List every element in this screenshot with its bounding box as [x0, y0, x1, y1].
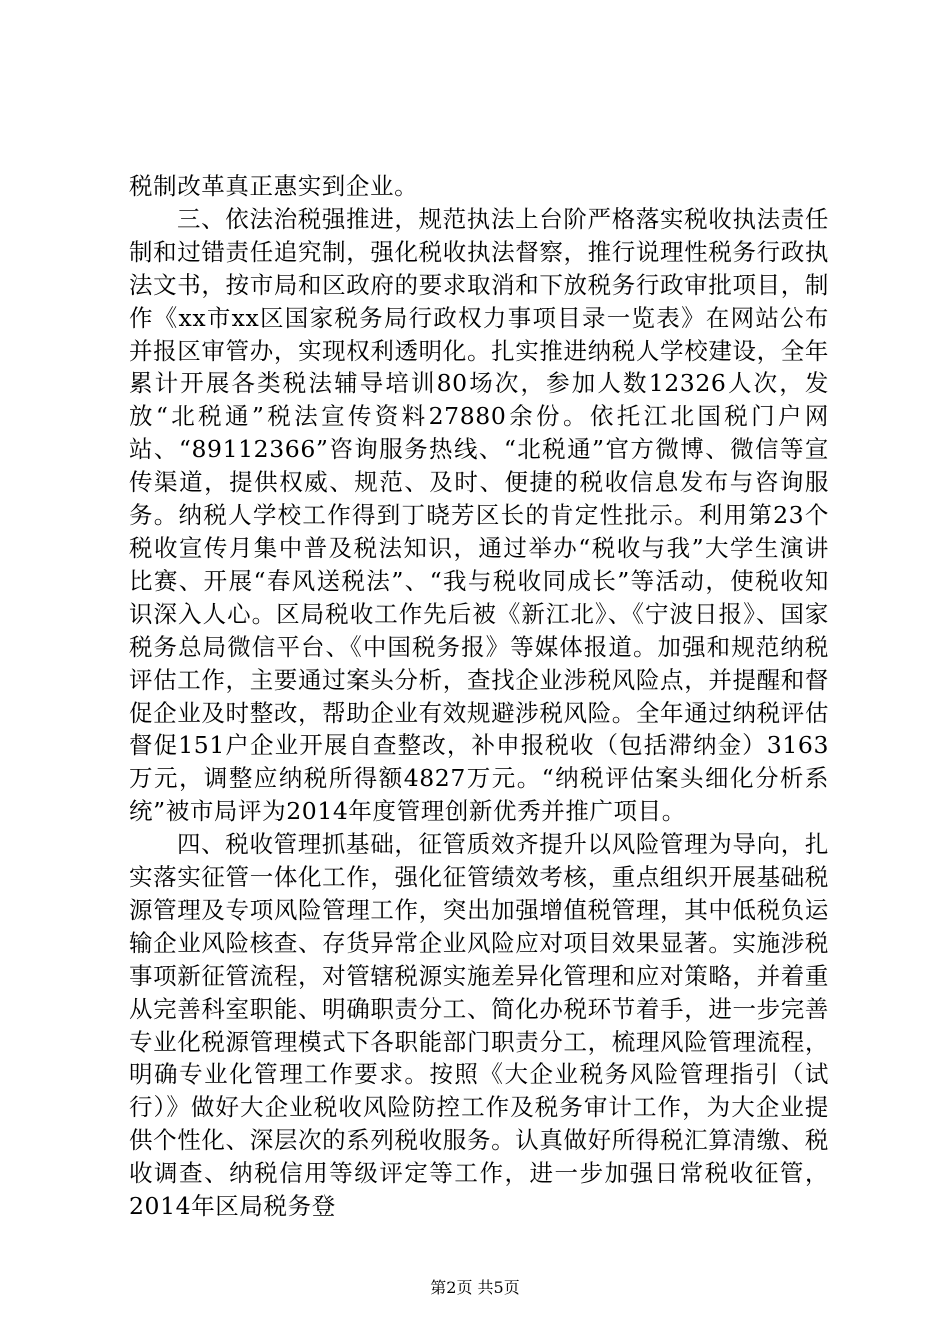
- paragraph-section-three: 三、依法治税强推进，规范执法上台阶严格落实税收执法责任制和过错责任追究制，强化税收执法督察，推行说理性税务行政执法文书，按市局和区政府的要求取消和下放税务行政审批项目，制作《xx市xx区国家税务局行政权力事项目录一览表》在网站公布并报区审管办，实现权利透明化。扎实推进纳税人学校建设，全年累计开展各类税法辅导培训80场次，参加人数12326人次，发放“北税通”税法宣传资料27880余份。依托江北国税门户网站、“89112366”咨询服务热线、“北税通”官方微博、微信等宣传渠道，提供权威、规范、及时、便捷的税收信息发布与咨询服务。纳税人学校工作得到丁晓芳区长的肯定性批示。利用第23个税收宣传月集中普及税法知识，通过举办“税收与我”大学生演讲比赛、开展“春风送税法”、“我与税收同成长”等活动，使税收知识深入人心。区局税收工作先后被《新江北》、《宁波日报》、国家税务总局微信平台、《中国税务报》等媒体报道。加强和规范纳税评估工作，主要通过案头分析，查找企业涉税风险点，并提醒和督促企业及时整改，帮助企业有效规避涉税风险。全年通过纳税评估督促151户企业开展自查整改，补申报税收（包括滞纳金）3163万元，调整应纳税所得额4827万元。“纳税评估案头细化分析系统”被市局评为2014年度管理创新优秀并推广项目。: [129, 204, 829, 826]
- document-body: [129, 170, 829, 1223]
- page-number-footer: 第2页 共5页: [430, 1278, 520, 1297]
- paragraph-continuation: 税制改革真正惠实到企业。: [129, 172, 419, 200]
- paragraph-section-four: 四、税收管理抓基础，征管质效齐提升以风险管理为导向，扎实落实征管一体化工作，强化征管绩效考核，重点组织开展基础税源管理及专项风险管理工作，突出加强增值税管理，其中低税负运输企业风险核查、存货异常企业风险应对项目效果显著。实施涉税事项新征管流程，对管辖税源实施差异化管理和应对策略，并着重从完善科室职能、明确职责分工、简化办税环节着手，进一步完善专业化税源管理模式下各职能部门职责分工，梳理风险管理流程，明确专业化管理工作要求。按照《大企业税务风险管理指引（试行）》做好大企业税收风险防控工作及税务审计工作，为大企业提供个性化、深层次的系列税收服务。认真做好所得税汇算清缴、税收调查、纳税信用等级评定等工作，进一步加强日常税收征管，2014年区局税务登: [129, 830, 829, 1221]
